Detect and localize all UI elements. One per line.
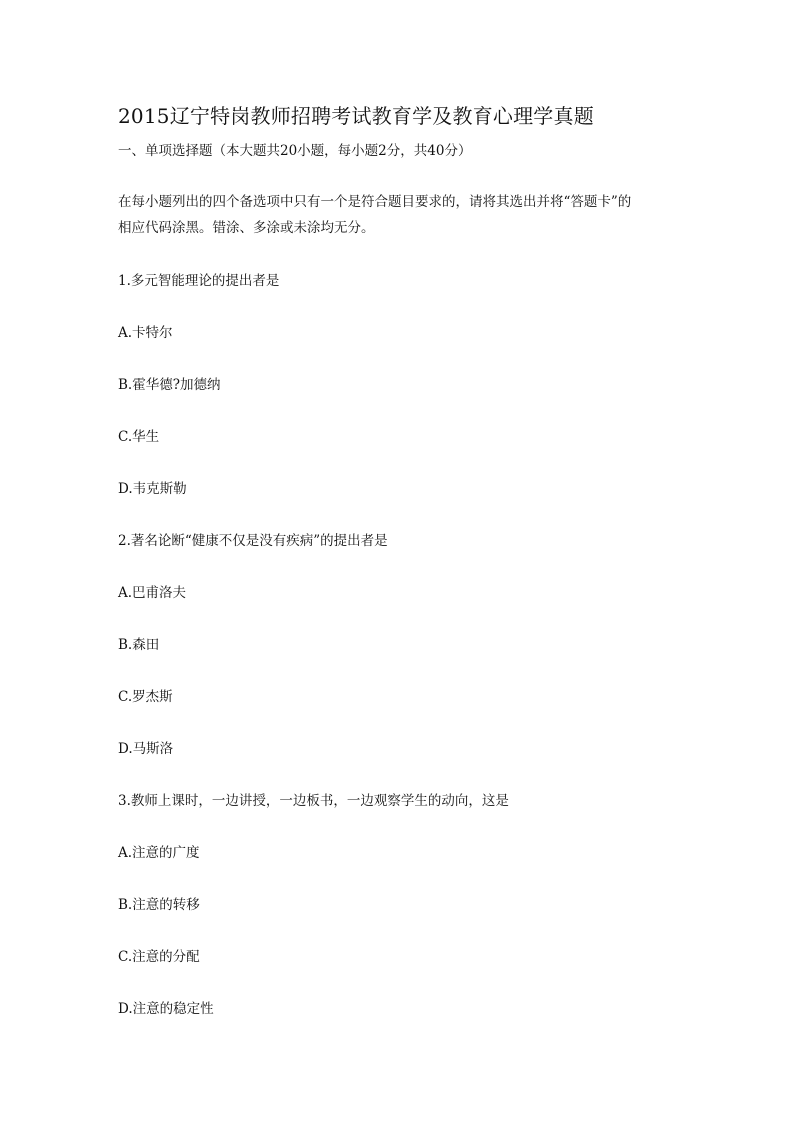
question-2-stem: 2.著名论断“健康不仅是没有疾病”的提出者是 xyxy=(118,533,388,549)
question-1-stem: 1.多元智能理论的提出者是 xyxy=(118,273,280,289)
document-title: 2015辽宁特岗教师招聘考试教育学及教育心理学真题 xyxy=(118,104,594,128)
question-3-stem: 3.教师上课时，一边讲授，一边板书，一边观察学生的动向，这是 xyxy=(118,793,509,809)
question-3-option-d: D.注意的稳定性 xyxy=(118,1001,214,1017)
question-2-option-c: C.罗杰斯 xyxy=(118,689,173,705)
question-1-option-b: B.霍华德?加德纳 xyxy=(118,377,221,393)
section-heading: 一、单项选择题（本大题共20小题，每小题2分，共40分） xyxy=(118,143,472,159)
question-1-option-d: D.韦克斯勒 xyxy=(118,481,187,497)
question-1-option-c: C.华生 xyxy=(118,429,160,445)
instructions-line-1: 在每小题列出的四个备选项中只有一个是符合题目要求的，请将其选出并将“答题卡”的 xyxy=(118,194,632,210)
question-2-option-d: D.马斯洛 xyxy=(118,741,174,757)
question-2-option-b: B.森田 xyxy=(118,637,160,653)
question-3-option-c: C.注意的分配 xyxy=(118,949,200,965)
question-1-option-a: A.卡特尔 xyxy=(118,325,173,341)
question-2-option-a: A.巴甫洛夫 xyxy=(118,585,187,601)
instructions-line-2: 相应代码涂黑。错涂、多涂或未涂均无分。 xyxy=(118,220,375,236)
question-3-option-b: B.注意的转移 xyxy=(118,897,200,913)
question-3-option-a: A.注意的广度 xyxy=(118,845,200,861)
